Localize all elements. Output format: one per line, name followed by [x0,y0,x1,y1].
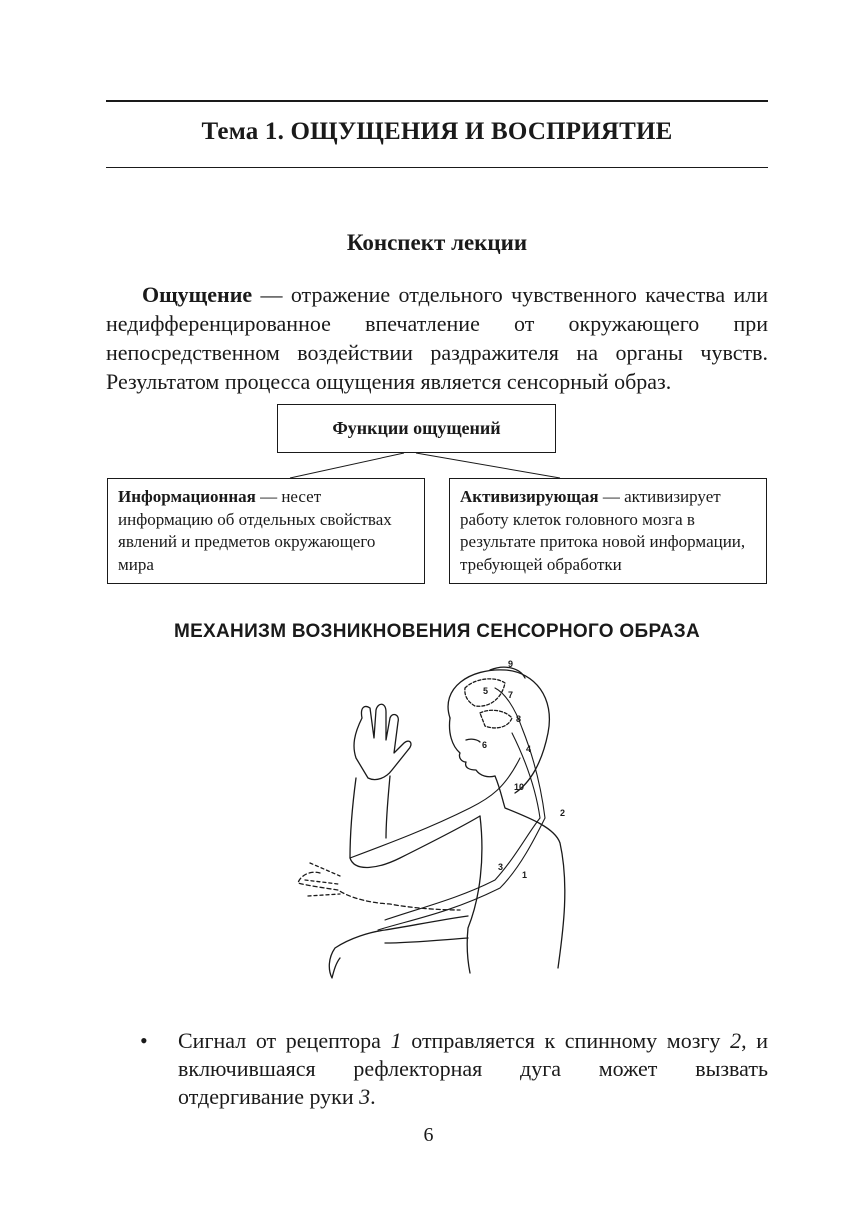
raised-hand [354,704,411,779]
activating-box [449,478,767,584]
section-title: Конспект лекции [346,230,528,255]
informational-box [107,478,425,584]
figure-label-6: 6 [482,740,488,750]
sensory-image-illustration [290,658,590,1018]
forearm-inner [386,776,390,838]
topic-title: Тема 1. ОЩУЩЕНИЯ И ВОСПРИЯТИЕ [201,118,673,145]
bullet-marker: • [140,1028,148,1053]
nerve-path-1 [378,818,545,930]
bullet-item [178,1027,768,1111]
lower-arm-inner [385,938,468,943]
figure-label-3: 3 [498,862,504,872]
spinal-cord-number: 2 [730,1028,742,1053]
chest-outline [467,816,482,973]
receptor-number: 1 [390,1028,402,1053]
definition-term: Ощущение [142,282,253,307]
page-number: 6 [423,1124,434,1146]
bullet-text-4: . [370,1084,376,1109]
figure-label-4: 4 [526,744,532,754]
figure-label-10: 10 [514,782,525,792]
informational-term: Информационная [118,487,256,506]
activating-text: — активизирует работу клеток головного мозга в результате притока новой информации, требующей обработки [460,487,746,574]
figure-label-2: 2 [560,808,566,818]
bullet-text-1: Сигнал от рецептора [178,1028,391,1053]
mechanism-title: МЕХАНИЗМ ВОЗНИКНОВЕНИЯ СЕНСОРНОГО ОБРАЗА [173,621,701,642]
back-outline [495,776,565,968]
bullet-text-3: , и включившаяся рефлекторная дуга может вызвать отдергивание руки [178,1028,768,1109]
head-hair [448,670,549,793]
connector-left [290,453,404,478]
figure-label-1: 1 [522,870,528,880]
connector-right [416,453,560,478]
ghost-hand [298,872,460,910]
figure-label-9: 9 [508,659,514,669]
figure-label-5: 5 [483,686,489,696]
figure-label-7: 7 [508,690,514,700]
activating-term: Активизирующая [460,487,599,506]
definition-text: — отражение отдельного чувственного качества или недифференцированное впечатление от окружающего при непосредственном воздействии раздражителя на органы чувств. Результатом процесса ощущения является сенсорный образ. [106,282,768,394]
ghost-fingers [305,863,340,896]
eye [466,739,480,742]
upper-arm-outline [350,778,480,867]
motor-path [350,758,520,858]
arm-number: 3 [359,1084,371,1109]
informational-text: — несет информацию об отдельных свойствах явлений и предметов окружающего мира [118,487,392,574]
brain-area-2 [480,710,512,728]
lower-arm [329,916,468,978]
functions-box: Функции ощущений [277,404,556,453]
figure-label-8: 8 [516,714,522,724]
bullet-text-2: отправляется к спинному мозгу [401,1028,731,1053]
